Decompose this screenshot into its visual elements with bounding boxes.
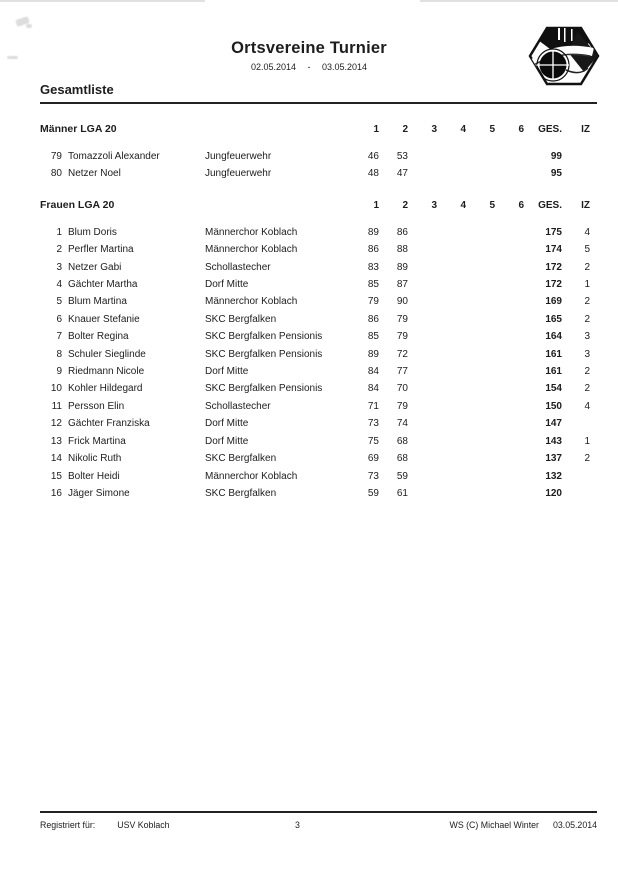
column-header-score: 4 — [460, 199, 466, 211]
name-cell: Jäger Simone — [68, 487, 130, 499]
club-cell: SKC Bergfalken — [205, 487, 277, 499]
score-cell: 84 — [367, 383, 379, 395]
score-cell: 75 — [367, 435, 379, 447]
total-cell: 172 — [545, 261, 562, 273]
score-cell: 71 — [367, 400, 379, 412]
rank-cell: 2 — [56, 244, 62, 256]
date-range — [0, 62, 618, 72]
table-row — [40, 328, 590, 345]
iz-cell: 2 — [584, 313, 590, 325]
iz-cell: 2 — [584, 366, 590, 378]
name-cell: Blum Martina — [68, 296, 127, 308]
column-header-score: 2 — [402, 199, 408, 211]
group-section — [40, 123, 590, 183]
iz-cell: 1 — [584, 279, 590, 291]
score-cell: 73 — [367, 418, 379, 430]
score-cell: 47 — [396, 168, 408, 180]
score-cell: 79 — [396, 400, 408, 412]
column-header-score: 4 — [460, 124, 466, 135]
iz-cell: 3 — [584, 331, 590, 343]
name-cell: Gächter Franziska — [68, 418, 150, 430]
column-header-total: GES. — [538, 124, 562, 135]
table-row — [40, 363, 590, 380]
score-cell: 69 — [367, 453, 379, 465]
rank-cell: 9 — [56, 366, 62, 378]
score-cell: 86 — [396, 226, 408, 238]
score-cell: 79 — [367, 296, 379, 308]
rank-cell: 3 — [56, 261, 62, 273]
score-cell: 48 — [367, 168, 379, 180]
name-cell: Nikolic Ruth — [68, 453, 122, 465]
total-cell: 161 — [545, 348, 562, 360]
scan-artifact — [0, 0, 205, 2]
table-row — [40, 293, 590, 310]
name-cell: Blum Doris — [68, 226, 117, 238]
name-cell: Perfler Martina — [68, 244, 134, 256]
program-credit: WS (C) Michael Winter — [449, 820, 539, 830]
table-row — [40, 468, 590, 485]
name-cell: Knauer Stefanie — [68, 313, 140, 325]
total-cell: 143 — [545, 435, 562, 447]
name-cell: Kohler Hildegard — [68, 383, 143, 395]
total-cell: 95 — [550, 168, 562, 180]
section-title: Gesamtliste — [40, 82, 597, 104]
rank-cell: 12 — [50, 418, 62, 430]
date-to: 03.05.2014 — [322, 62, 368, 72]
total-cell: 147 — [545, 418, 562, 430]
club-cell: Jungfeuerwehr — [205, 151, 272, 162]
club-cell: Männerchor Koblach — [205, 244, 298, 256]
rank-cell: 11 — [51, 400, 62, 412]
total-cell: 172 — [545, 279, 562, 291]
club-cell: SKC Bergfalken Pensionis — [205, 331, 323, 343]
rank-cell: 16 — [50, 487, 62, 499]
name-cell: Bolter Regina — [68, 331, 129, 343]
table-row — [40, 485, 590, 502]
iz-cell: 2 — [584, 453, 590, 465]
score-cell: 53 — [396, 151, 408, 162]
score-cell: 59 — [396, 470, 408, 482]
table-row — [40, 165, 590, 182]
date-from: 02.05.2014 — [250, 62, 296, 72]
column-header-iz: IZ — [581, 199, 590, 211]
score-cell: 90 — [396, 296, 408, 308]
rank-cell: 13 — [50, 435, 62, 447]
table-row — [40, 346, 590, 363]
iz-cell: 1 — [584, 435, 590, 447]
total-cell: 161 — [545, 366, 562, 378]
score-cell: 74 — [396, 418, 408, 430]
page-footer — [40, 811, 597, 830]
column-header-total: GES. — [538, 199, 562, 211]
rank-cell: 80 — [50, 168, 62, 180]
rank-cell: 7 — [56, 331, 62, 343]
column-header-score: 6 — [518, 199, 524, 211]
score-cell: 79 — [396, 331, 408, 343]
iz-cell: 5 — [584, 244, 590, 256]
score-cell: 87 — [396, 279, 408, 291]
score-cell: 72 — [396, 348, 408, 360]
rank-cell: 4 — [56, 279, 62, 291]
club-cell: Schollastecher — [205, 400, 271, 412]
total-cell: 154 — [545, 383, 562, 395]
table-row — [40, 415, 590, 432]
club-cell: Dorf Mitte — [205, 279, 249, 291]
table-row — [40, 450, 590, 467]
registered-for-label: Registriert für: — [40, 820, 96, 830]
registered-for-value: USV Koblach — [117, 820, 170, 830]
score-cell: 85 — [367, 331, 379, 343]
table-row — [40, 224, 590, 241]
rank-cell: 8 — [56, 348, 62, 360]
score-cell: 77 — [396, 366, 408, 378]
total-cell: 164 — [545, 331, 562, 343]
score-cell: 89 — [367, 226, 379, 238]
table-row — [40, 398, 590, 415]
total-cell: 137 — [545, 453, 562, 465]
name-cell: Tomazzoli Alexander — [68, 151, 160, 162]
table-row — [40, 433, 590, 450]
score-cell: 79 — [396, 313, 408, 325]
pencil-mark — [26, 24, 32, 28]
rank-cell: 79 — [50, 151, 62, 162]
scan-artifact — [420, 0, 618, 2]
column-header-score: 1 — [373, 199, 379, 211]
score-cell: 89 — [396, 261, 408, 273]
iz-cell: 2 — [584, 383, 590, 395]
score-cell: 46 — [367, 151, 379, 162]
rank-cell: 6 — [56, 313, 62, 325]
table-row — [40, 259, 590, 276]
name-cell: Netzer Gabi — [68, 261, 122, 273]
group-title: Männer LGA 20 — [40, 123, 117, 135]
page-title: Ortsvereine Turnier — [231, 39, 387, 57]
club-cell: Jungfeuerwehr — [205, 168, 272, 180]
score-cell: 89 — [367, 348, 379, 360]
score-cell: 73 — [367, 470, 379, 482]
total-cell: 174 — [545, 244, 562, 256]
name-cell: Gächter Martha — [68, 279, 138, 291]
group-section — [40, 199, 590, 503]
score-cell: 84 — [367, 366, 379, 378]
iz-cell: 4 — [584, 400, 590, 412]
iz-cell: 3 — [584, 348, 590, 360]
print-date: 03.05.2014 — [552, 820, 597, 830]
name-cell: Riedmann Nicole — [68, 366, 145, 378]
rank-cell: 1 — [56, 226, 62, 238]
score-cell: 86 — [367, 244, 379, 256]
name-cell: Persson Elin — [68, 400, 125, 412]
column-header-score: 5 — [489, 124, 495, 135]
rank-cell: 5 — [56, 296, 62, 308]
score-cell: 85 — [367, 279, 379, 291]
group-title: Frauen LGA 20 — [40, 198, 115, 211]
club-cell: Männerchor Koblach — [205, 226, 298, 238]
rank-cell: 10 — [50, 383, 62, 395]
club-cell: SKC Bergfalken Pensionis — [205, 348, 323, 360]
score-cell: 68 — [396, 453, 408, 465]
name-cell: Schuler Sieglinde — [68, 348, 146, 360]
club-cell: Männerchor Koblach — [205, 470, 298, 482]
column-header-score: 5 — [489, 199, 495, 211]
date-separator: - — [307, 62, 311, 72]
club-cell: SKC Bergfalken — [205, 313, 277, 325]
club-cell: Dorf Mitte — [205, 435, 249, 447]
name-cell: Frick Martina — [68, 435, 126, 447]
table-header-row — [40, 199, 590, 212]
score-cell: 83 — [367, 261, 379, 273]
club-cell: SKC Bergfalken Pensionis — [205, 383, 323, 395]
column-header-score: 3 — [431, 124, 437, 135]
total-cell: 175 — [545, 226, 562, 238]
club-cell: Dorf Mitte — [205, 418, 249, 430]
club-cell: Männerchor Koblach — [205, 296, 298, 308]
total-cell: 132 — [545, 470, 562, 482]
table-row — [40, 380, 590, 397]
table-row — [40, 276, 590, 293]
table-row — [40, 311, 590, 328]
results-tables — [40, 123, 590, 502]
rank-cell: 14 — [50, 453, 62, 465]
column-header-iz: IZ — [581, 124, 590, 135]
score-cell: 59 — [367, 487, 379, 499]
name-cell: Bolter Heidi — [68, 470, 120, 482]
iz-cell: 2 — [584, 296, 590, 308]
club-cell: SKC Bergfalken — [205, 453, 277, 465]
column-header-score: 1 — [373, 124, 379, 135]
club-cell: Schollastecher — [205, 261, 271, 273]
score-cell: 61 — [396, 487, 408, 499]
table-row — [40, 148, 590, 165]
pencil-mark — [7, 56, 18, 59]
page-number: 3 — [295, 820, 300, 830]
club-cell: Dorf Mitte — [205, 366, 249, 378]
table-header-row — [40, 123, 590, 136]
score-cell: 88 — [396, 244, 408, 256]
table-row — [40, 241, 590, 258]
rank-cell: 15 — [50, 470, 62, 482]
iz-cell: 4 — [584, 226, 590, 238]
column-header-score: 6 — [518, 124, 524, 135]
score-cell: 86 — [367, 313, 379, 325]
total-cell: 165 — [545, 313, 562, 325]
score-cell: 70 — [396, 383, 408, 395]
score-cell: 68 — [396, 435, 408, 447]
column-header-score: 3 — [431, 199, 437, 211]
total-cell: 169 — [545, 296, 562, 308]
name-cell: Netzer Noel — [68, 168, 121, 180]
total-cell: 99 — [550, 151, 562, 162]
iz-cell: 2 — [584, 261, 590, 273]
club-logo-icon — [528, 26, 600, 86]
total-cell: 120 — [545, 487, 562, 499]
column-header-score: 2 — [402, 124, 408, 135]
total-cell: 150 — [545, 400, 562, 412]
